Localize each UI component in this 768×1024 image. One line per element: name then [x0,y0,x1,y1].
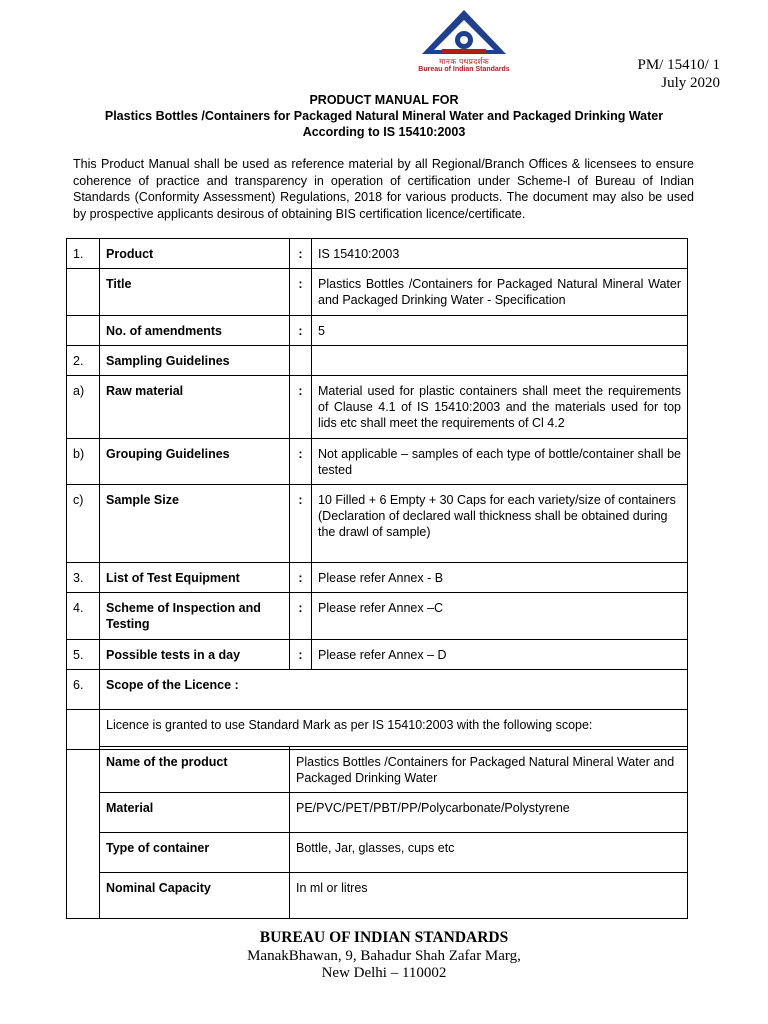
intro-paragraph: This Product Manual shall be used as reference material by all Regional/Branch Offices & licensees to ensure coherence of practice and transparency in operation of certification under Scheme-I of Bureau of Indian Standards (Conformity Assessment) Regulations, 2018 for various products. The document may also be used by prospective applicants desirous of obtaining BIS certification licence/certificate. [73,157,694,221]
row-colon: : [290,239,312,269]
row-number: 1. [67,239,100,269]
row-label: Scheme of Inspection and Testing [100,593,290,639]
row-number: b) [67,438,100,484]
row-label: Raw material [100,376,290,439]
row-number-blank [67,709,100,749]
footer-address-line2: New Delhi – 110002 [321,965,447,981]
manual-heading: PRODUCT MANUAL FOR [309,93,459,107]
document-reference [637,56,720,92]
row-colon: : [290,315,312,345]
row-number: 4. [67,593,100,639]
scope-gutter [67,747,100,919]
row-label: List of Test Equipment [100,563,290,593]
table-row [67,669,688,709]
row-colon: : [290,593,312,639]
row-colon: : [290,376,312,439]
row-label: Product [100,239,290,269]
row-colon [290,345,312,375]
table-row [67,315,688,345]
table-row [67,485,688,563]
scope-heading: Scope of the Licence : [100,669,688,709]
bis-logo [414,8,514,76]
logo-hindi-text: मानक पथप्रदर्शक [439,57,489,66]
row-number [67,269,100,315]
table-row [67,563,688,593]
row-number: a) [67,376,100,439]
row-value: IS 15410:2003 [312,239,688,269]
table-row [67,873,688,919]
scope-table [66,746,688,919]
specification-table [66,238,688,750]
row-number [67,315,100,345]
row-value: Material used for plastic containers shall meet the requirements of Clause 4.1 of IS 15410:2003 and the materials used for top lids etc shall meet the requirements of Cl 4.2 [312,376,688,439]
manual-standard: According to IS 15410:2003 [302,125,466,139]
row-colon: : [290,269,312,315]
table-row [67,593,688,639]
table-row [67,269,688,315]
row-value [312,345,688,375]
scope-item-label: Name of the product [100,747,290,793]
scope-item-value: In ml or litres [290,873,688,919]
row-label: Title [100,269,290,315]
row-number: 2. [67,345,100,375]
scope-item-label: Material [100,793,290,833]
sample-size-note: (Declaration of declared wall thickness shall be obtained during the drawl of sample) [318,509,668,540]
table-row [67,438,688,484]
row-colon: : [290,639,312,669]
row-number: 5. [67,639,100,669]
table-row [67,833,688,873]
table-row [67,747,688,793]
scope-item-label: Nominal Capacity [100,873,290,919]
table-row [67,239,688,269]
row-label: No. of amendments [100,315,290,345]
table-row [67,709,688,749]
row-value: Please refer Annex – D [312,639,688,669]
scope-statement: Licence is granted to use Standard Mark as per IS 15410:2003 with the following scope: [100,709,688,749]
footer-address-line1: ManakBhawan, 9, Bahadur Shah Zafar Marg, [247,948,521,964]
table-row [67,376,688,439]
row-colon: : [290,563,312,593]
scope-item-label: Type of container [100,833,290,873]
logo-english-text: Bureau of Indian Standards [418,66,510,73]
table-row [67,639,688,669]
row-value: Please refer Annex - B [312,563,688,593]
document-number: PM/ 15410/ 1 [637,57,720,73]
row-value: Plastics Bottles /Containers for Packaged Natural Mineral Water and Packaged Drinking Water - Specification [312,269,688,315]
row-label: Sample Size [100,485,290,563]
document-date: July 2020 [661,75,720,91]
scope-item-value: Plastics Bottles /Containers for Packaged Natural Mineral Water and Packaged Drinking Water [290,747,688,793]
row-number: c) [67,485,100,563]
row-number: 6. [67,669,100,709]
row-label: Possible tests in a day [100,639,290,669]
row-colon: : [290,485,312,563]
table-row [67,345,688,375]
row-colon: : [290,438,312,484]
footer-organization: BUREAU OF INDIAN STANDARDS [259,929,509,946]
row-value: 5 [312,315,688,345]
scope-item-value: PE/PVC/PET/PBT/PP/Polycarbonate/Polystyrene [290,793,688,833]
scope-item-value: Bottle, Jar, glasses, cups etc [290,833,688,873]
row-label: Grouping Guidelines [100,438,290,484]
manual-subject: Plastics Bottles /Containers for Packaged Natural Mineral Water and Packaged Drinking Water [104,109,664,123]
row-value: Not applicable – samples of each type of bottle/container shall be tested [312,438,688,484]
table-row [67,793,688,833]
row-number: 3. [67,563,100,593]
row-value [312,485,688,563]
bis-emblem-icon [414,8,514,58]
row-value: Please refer Annex –C [312,593,688,639]
row-label: Sampling Guidelines [100,345,290,375]
sample-size-text: 10 Filled + 6 Empty + 30 Caps for each variety/size of containers [318,493,676,508]
